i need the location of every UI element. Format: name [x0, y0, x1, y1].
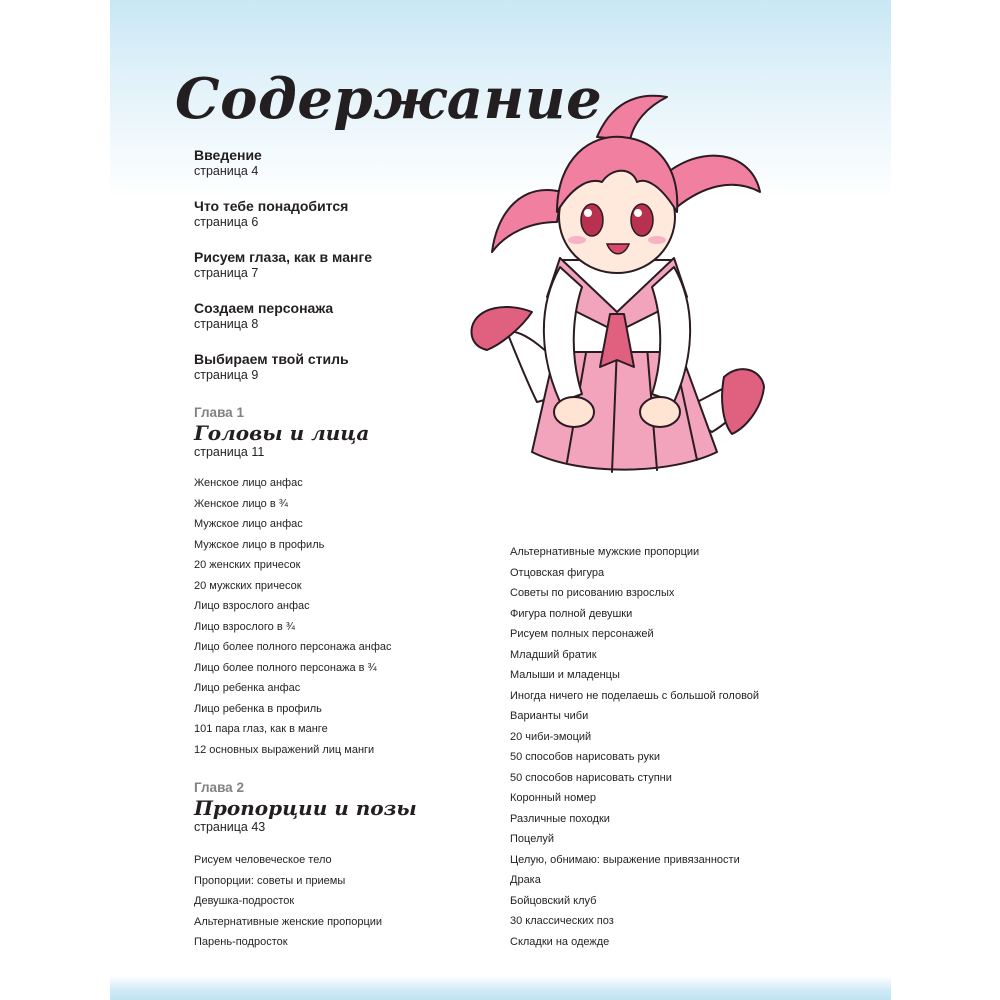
list-item[interactable]: Девушка-подросток: [194, 895, 295, 907]
list-item[interactable]: Альтернативные мужские пропорции: [510, 546, 700, 558]
list-item[interactable]: Различные походки: [510, 812, 610, 825]
list-item[interactable]: Фигура полной девушки: [510, 607, 633, 620]
chapter-label: Глава 2: [194, 780, 244, 795]
list-item[interactable]: Складки на одежде: [510, 935, 610, 948]
chapter-2-list-continued: [510, 542, 759, 952]
list-item[interactable]: Рисуем человеческое тело: [194, 854, 332, 866]
list-item[interactable]: Мужское лицо в профиль: [194, 538, 325, 551]
list-item[interactable]: Лицо взрослого анфас: [194, 600, 310, 612]
chapter-title: Головы и лица: [194, 421, 370, 445]
list-item[interactable]: Пропорции: советы и приемы: [194, 874, 346, 887]
list-item[interactable]: Коронный номер: [510, 792, 597, 804]
list-item[interactable]: Мужское лицо анфас: [194, 518, 303, 530]
list-item[interactable]: Лицо ребенка в профиль: [194, 702, 322, 715]
toc-entry-title: Создаем персонажа: [194, 300, 334, 316]
intro-section: [194, 147, 484, 402]
list-item[interactable]: Лицо более полного персонажа анфас: [194, 641, 392, 653]
chapter-1-list: [194, 473, 392, 760]
list-item[interactable]: Лицо взрослого в ¾: [194, 620, 295, 633]
chapter-2-list: [194, 850, 382, 953]
toc-entry[interactable]: [194, 351, 484, 402]
list-item[interactable]: Иногда ничего не поделаешь с большой головой: [510, 689, 760, 702]
chapter-page: страница 43: [194, 820, 266, 834]
list-item[interactable]: 12 основных выражений лиц манги: [194, 743, 375, 756]
list-item[interactable]: 50 способов нарисовать ступни: [510, 771, 672, 784]
list-item[interactable]: Поцелуй: [510, 833, 555, 845]
list-item[interactable]: Отцовская фигура: [510, 566, 605, 579]
toc-entry-page: страница 9: [194, 368, 259, 382]
list-item[interactable]: Лицо более полного персонажа в ¾: [194, 661, 377, 674]
toc-entry-page: страница 7: [194, 266, 259, 280]
chapter-title: Пропорции и позы: [194, 796, 417, 820]
list-item[interactable]: Альтернативные женские пропорции: [194, 915, 383, 928]
list-item[interactable]: 50 способов нарисовать руки: [510, 751, 660, 763]
list-item[interactable]: Младший братик: [510, 648, 597, 661]
list-item[interactable]: Советы по рисованию взрослых: [510, 587, 675, 599]
toc-entry[interactable]: [194, 198, 484, 249]
chapter-label: Глава 1: [194, 405, 244, 420]
chapter-2-heading[interactable]: [194, 780, 494, 835]
list-item[interactable]: Рисуем полных персонажей: [510, 628, 654, 640]
list-item[interactable]: 20 чиби-эмоций: [510, 730, 592, 743]
list-item[interactable]: 20 женских причесок: [194, 559, 301, 571]
list-item[interactable]: Бойцовский клуб: [510, 894, 597, 907]
list-item[interactable]: Лицо ребенка анфас: [194, 682, 301, 694]
list-item[interactable]: Варианты чиби: [510, 710, 589, 722]
manga-girl-illustration-icon: [462, 82, 772, 514]
list-item[interactable]: Женское лицо анфас: [194, 477, 303, 489]
toc-entry-title: Рисуем глаза, как в манге: [194, 249, 373, 265]
chapter-page: страница 11: [194, 445, 265, 459]
toc-entry[interactable]: [194, 147, 484, 198]
list-item[interactable]: Малыши и младенцы: [510, 669, 620, 681]
toc-entry-page: страница 6: [194, 215, 259, 229]
toc-entry[interactable]: [194, 249, 484, 300]
list-item[interactable]: Целую, обнимаю: выражение привязанности: [510, 853, 740, 866]
toc-entry-title: Что тебе понадобится: [194, 198, 349, 214]
toc-entry-page: страница 4: [194, 164, 259, 178]
list-item[interactable]: Парень-подросток: [194, 936, 288, 948]
page-title: Содержание: [175, 66, 603, 132]
list-item[interactable]: Драка: [510, 874, 541, 886]
list-item[interactable]: 30 классических поз: [510, 915, 614, 927]
list-item[interactable]: 20 мужских причесок: [194, 579, 302, 592]
toc-entry-title: Введение: [194, 147, 262, 163]
list-item[interactable]: 101 пара глаз, как в манге: [194, 723, 328, 735]
chapter-1-heading[interactable]: [194, 405, 494, 460]
list-item[interactable]: Женское лицо в ¾: [194, 497, 288, 510]
toc-entry-title: Выбираем твой стиль: [194, 351, 349, 367]
toc-entry-page: страница 8: [194, 317, 259, 331]
bottom-band: [110, 976, 891, 1000]
toc-entry[interactable]: [194, 300, 484, 351]
